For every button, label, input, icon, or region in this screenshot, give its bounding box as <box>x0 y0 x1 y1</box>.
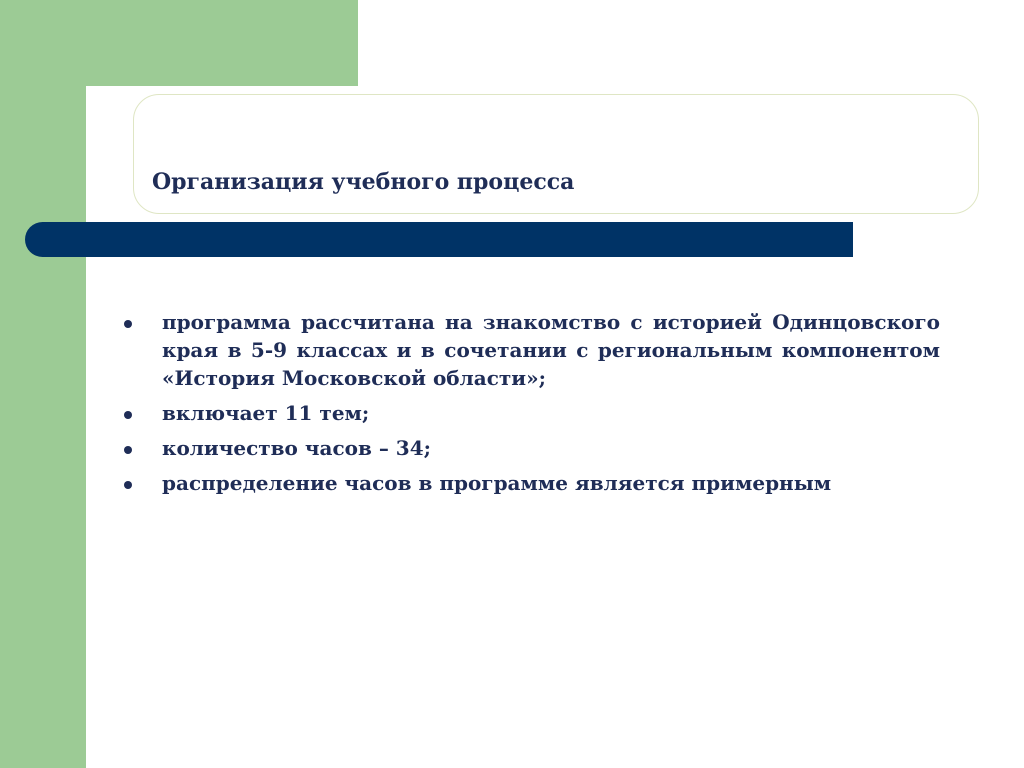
bullet-icon <box>124 446 132 454</box>
bullet-item <box>120 399 940 427</box>
decorative-green-left-band <box>0 0 86 768</box>
bullet-text: распределение часов в программе является примерным <box>162 471 832 495</box>
bullet-icon <box>124 411 132 419</box>
slide-title: Организация учебного процесса <box>152 169 575 195</box>
bullet-item <box>120 469 940 497</box>
decorative-green-top-band <box>86 0 358 86</box>
bullet-item <box>120 434 940 462</box>
bullet-text: программа рассчитана на знакомство с историей Одинцовского края в 5-9 классах и в сочетании с региональным компонентом «История Московской области»; <box>162 310 940 390</box>
bullet-item <box>120 308 940 392</box>
slide-content <box>120 308 940 504</box>
decorative-blue-bar <box>25 222 853 257</box>
bullet-list <box>120 308 940 497</box>
bullet-icon <box>124 320 132 328</box>
bullet-icon <box>124 481 132 489</box>
bullet-text: количество часов – 34; <box>162 436 432 460</box>
title-box <box>133 94 979 214</box>
bullet-text: включает 11 тем; <box>162 401 370 425</box>
